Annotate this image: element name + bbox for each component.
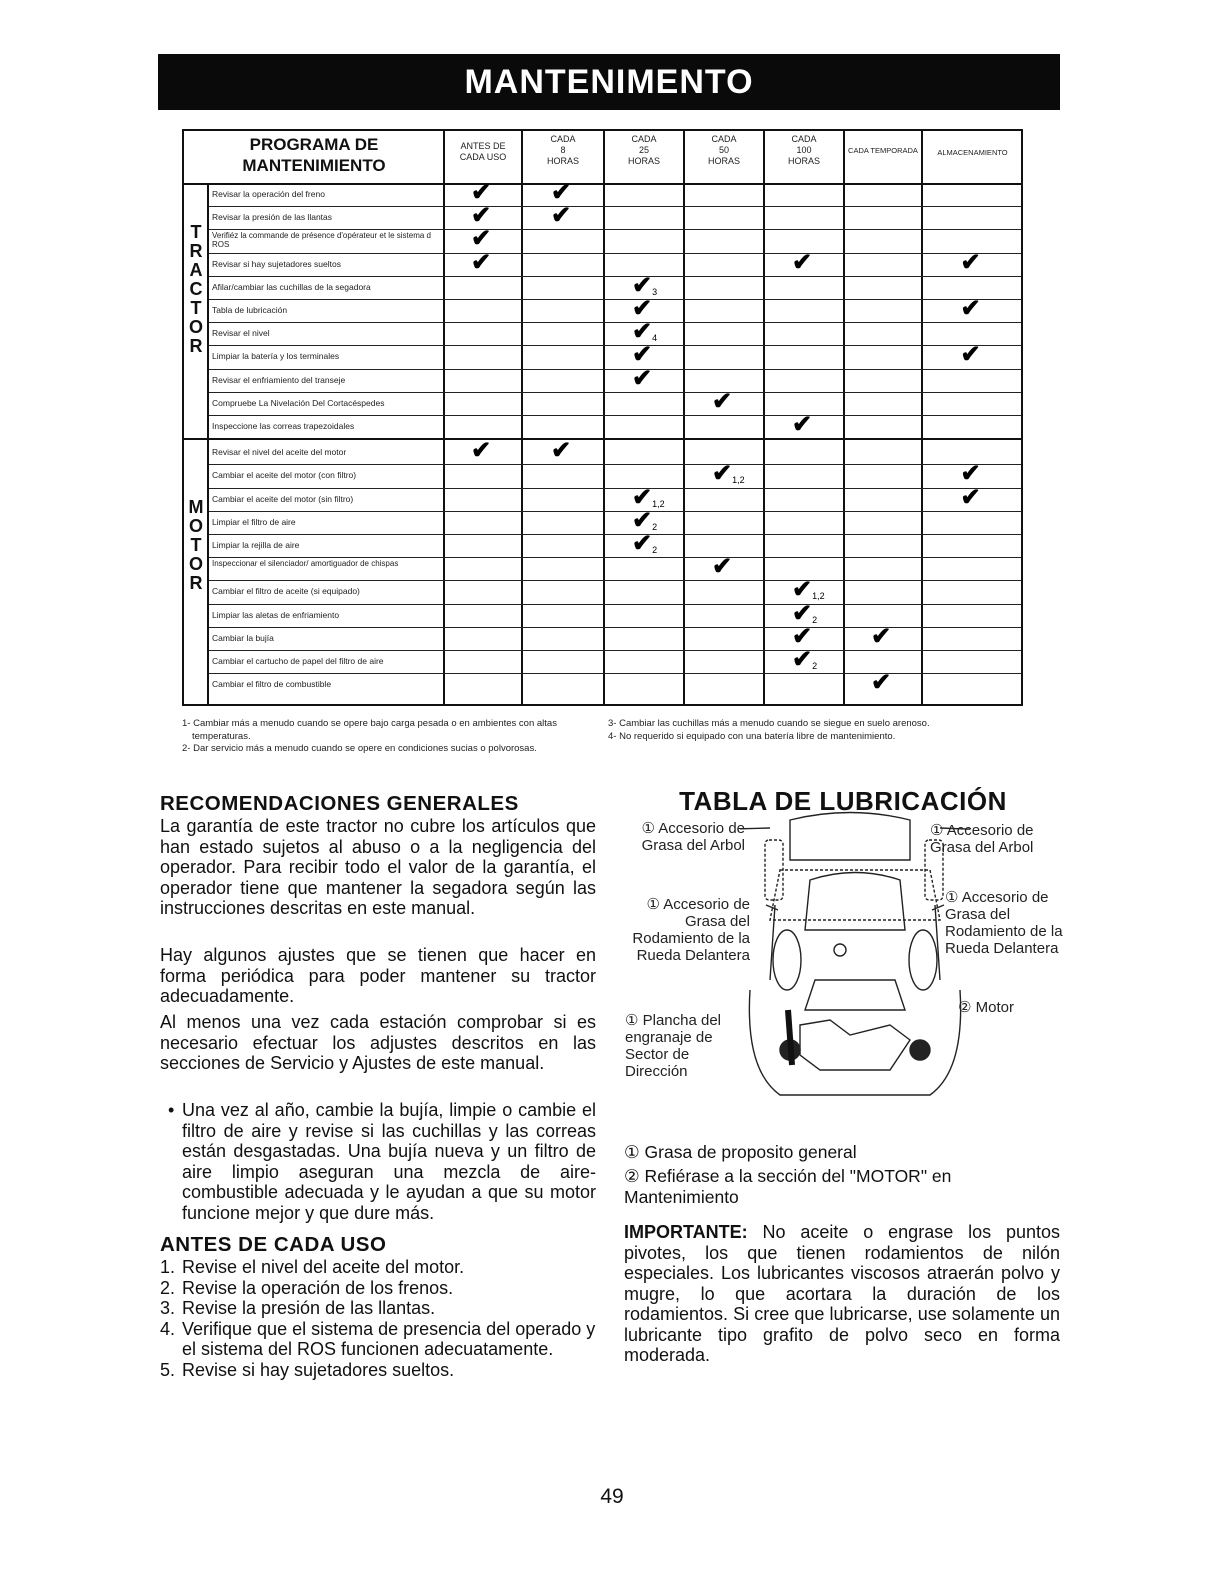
antes-item-text: Revise el nivel del aceite del motor. xyxy=(182,1257,465,1277)
row-divider xyxy=(209,345,1021,346)
motor-letter: O xyxy=(188,554,203,575)
column-header: CADA 25 HORAS xyxy=(627,134,660,166)
tractor-letter: O xyxy=(188,317,203,337)
antes-item-number: 3. xyxy=(160,1298,176,1318)
tractor-letter: A xyxy=(189,260,203,280)
antes-item xyxy=(160,1278,596,1299)
check-mark: ✔ xyxy=(632,295,653,322)
antes-item-number: 5. xyxy=(160,1359,176,1380)
section-split xyxy=(184,438,1021,440)
check-mark: ✔ xyxy=(712,553,733,581)
row-divider xyxy=(209,650,1021,651)
check-mark: $✔_3$ xyxy=(632,271,658,299)
schedule-row-label: Inspeccione las correas trapezoidales xyxy=(212,421,355,431)
schedule-row-label: Verifiéz la commande de présence d'opérateur et le sistema d ROS xyxy=(212,231,431,250)
column-divider xyxy=(603,131,605,704)
row-divider xyxy=(209,604,1021,605)
page-banner: MANTENIMENTO xyxy=(158,54,1060,110)
antes-item-text: Verifique que el sistema de presencia del operado y el sistema del ROS funcionen adecuatamente. xyxy=(182,1318,596,1359)
page-number: 49 xyxy=(600,1485,624,1508)
label-arbol-left xyxy=(625,820,755,854)
check-mark: ✔ xyxy=(712,387,733,415)
schedule-row-label: Revisar el nivel xyxy=(212,328,270,339)
schedule-title xyxy=(184,131,444,183)
schedule-row-label: Cambiar el filtro de combustible xyxy=(212,679,332,690)
importante-paragraph xyxy=(624,1222,1060,1366)
row-divider xyxy=(209,322,1021,323)
legend-1: ① Grasa de proposito general xyxy=(624,1142,857,1162)
antes-item-number: 2. xyxy=(160,1277,176,1298)
legend-2: ② Refiérase a la sección del "MOTOR" en Mantenimiento xyxy=(624,1166,952,1207)
row-divider xyxy=(209,415,1021,416)
row-divider xyxy=(209,369,1021,370)
center-fitting xyxy=(834,944,846,956)
check-mark: ✔ xyxy=(871,622,892,650)
recomendaciones-p2: Hay algunos ajustes que se tienen que hacer en forma periódica para poder mantener su tractor adecuadamente. xyxy=(160,945,596,1006)
schedule-row-label: Revisar el enfriamiento del transeje xyxy=(212,374,346,385)
antes-item-number: 1. xyxy=(160,1257,176,1277)
antes-item xyxy=(160,1319,596,1360)
check-mark: ✔ xyxy=(471,248,492,276)
antes-item-text: Revise la presión de las llantas. xyxy=(182,1298,436,1318)
column-header: CADA 50 HORAS xyxy=(707,134,740,166)
check-mark: ✔ xyxy=(960,295,981,322)
antes-item xyxy=(160,1298,596,1319)
header-divider xyxy=(184,183,1021,185)
schedule-row-label: Revisar la operación del freno xyxy=(212,189,325,199)
footnotes-left xyxy=(182,718,572,756)
column-header: CADA 8 HORAS xyxy=(546,134,579,166)
recomendaciones-p3: Al menos una vez cada estación comprobar si es necesario efectuar los adjustes descritos en las secciones de Servicio y Ajustes de este manual. xyxy=(160,1012,596,1073)
recomendaciones-p1: La garantía de este tractor no cubre los artículos que han estado sujetos al abuso o a la negligencia del operador. Para recibir todo el valor de la garantía, el operador tiene que mantener la segadora según las instrucciones descritas en este manual. xyxy=(160,816,596,918)
maintenance-schedule-table xyxy=(182,129,1023,706)
motor-section-label xyxy=(188,498,204,593)
tractor-letter: T xyxy=(190,222,202,242)
check-mark: ✔ xyxy=(471,437,492,465)
label-rodamiento-left-text: ① Accesorio de Grasa del Rodamiento de la Rueda Delantera xyxy=(632,896,750,964)
row-divider xyxy=(209,229,1021,230)
check-mark: ✔ xyxy=(632,364,653,392)
recomendaciones-bullet xyxy=(160,1100,596,1223)
tractor-letter: R xyxy=(189,336,203,356)
motor-letter: M xyxy=(188,497,204,518)
schedule-row-label: Revisar el nivel del aceite del motor xyxy=(212,447,347,458)
check-mark: ✔ xyxy=(551,179,572,206)
antes-item-text: Revise la operación de los frenos. xyxy=(182,1277,454,1298)
check-mark: ✔ xyxy=(551,202,572,230)
row-divider xyxy=(209,511,1021,512)
motor-letter: O xyxy=(188,516,203,537)
label-arbol-right xyxy=(930,822,1060,856)
label-rodamiento-right xyxy=(945,889,1065,957)
antes-item-number: 4. xyxy=(160,1318,176,1339)
footnote-4: 4- No requerido si equipado con una batería libre de mantenimiento. xyxy=(608,730,896,742)
check-mark: $✔_2$ xyxy=(792,599,818,627)
row-divider xyxy=(209,276,1021,277)
row-divider xyxy=(209,253,1021,254)
left-front-wheel xyxy=(773,930,801,990)
schedule-row-label: Compruebe La Nivelación Del Cortacéspedes xyxy=(212,397,385,408)
check-mark: ✔ xyxy=(960,248,981,276)
row-divider xyxy=(209,580,1021,581)
footnotes-right xyxy=(608,718,1028,743)
recomendaciones-heading: RECOMENDACIONES GENERALES xyxy=(160,792,519,815)
antes-item xyxy=(160,1360,596,1381)
bullet-dot: • xyxy=(168,1100,175,1120)
column-header: CADA 100 HORAS xyxy=(787,134,820,166)
check-mark: ✔ xyxy=(960,483,981,511)
label-arbol-left-text: ① Accesorio de Grasa del Arbol xyxy=(641,820,745,854)
schedule-row-label: Inspeccionar el silenciador/ amortiguador de chispas xyxy=(212,559,399,569)
tractor-letter: C xyxy=(189,279,203,299)
check-mark: ✔ xyxy=(632,341,653,369)
schedule-row-label: Limpiar las aletas de enfriamiento xyxy=(212,609,340,620)
hood-outline xyxy=(790,813,910,861)
tractor-section-label xyxy=(188,223,204,356)
right-rear-hub xyxy=(910,1040,930,1060)
row-divider xyxy=(209,488,1021,489)
importante-text: No aceite o engrase los puntos pivotes, los que tienen rodamientos de nilón especiales. Los lubricantes viscosos atraerán polvo y mugre, lo que acortara la duración de los rodamientos. Si cree que lubricarse, use solamente un lubricante tipo grafito de polvo seco en forma moderada. xyxy=(624,1222,1060,1365)
antes-item-text: Revise si hay sujetadores sueltos. xyxy=(182,1359,455,1380)
schedule-title-line2: MANTENIMIENTO xyxy=(242,156,386,175)
antes-list xyxy=(160,1257,596,1380)
column-header: ANTES DE CADA USO xyxy=(459,141,507,162)
schedule-row-label: Limpiar la rejilla de aire xyxy=(212,540,300,550)
check-mark: ✔ xyxy=(871,669,892,697)
check-mark: ✔ xyxy=(551,437,572,465)
label-arbol-right-text: ① Accesorio de Grasa del Arbol xyxy=(930,822,1034,856)
column-divider xyxy=(763,131,765,704)
schedule-row-label: Cambiar el cartucho de papel del filtro de aire xyxy=(212,656,384,666)
importante-label: IMPORTANTE: xyxy=(624,1222,748,1242)
row-divider xyxy=(209,673,1021,674)
row-divider xyxy=(209,206,1021,207)
check-mark: ✔ xyxy=(792,248,813,276)
check-mark: $✔_2$ xyxy=(792,646,818,673)
schedule-row-label: Revisar si hay sujetadores sueltos xyxy=(212,258,341,269)
schedule-row-label: Revisar la presión de las llantas xyxy=(212,212,333,223)
right-front-wheel xyxy=(909,930,937,990)
label-rodamiento-right-text: ① Accesorio de Grasa del Rodamiento de la Rueda Delantera xyxy=(945,889,1063,957)
schedule-row-label: Limpiar la batería y los terminales xyxy=(212,351,340,362)
column-divider xyxy=(521,131,523,704)
antes-heading: ANTES DE CADA USO xyxy=(160,1233,387,1256)
row-divider xyxy=(209,299,1021,300)
check-mark: ✔ xyxy=(960,460,981,488)
check-mark: $✔_{1,2}$ xyxy=(632,483,665,511)
column-header: ALMACENAMIENTO xyxy=(937,148,1008,157)
footnote-3: 3- Cambiar las cuchillas más a menudo cuando se siegue en suelo arenoso. xyxy=(608,718,930,729)
check-mark: $✔_{1,2}$ xyxy=(712,460,745,488)
column-divider xyxy=(683,131,685,704)
label-plancha-text: ① Plancha del engranaje de Sector de Dirección xyxy=(625,1012,722,1080)
schedule-row-label: Cambiar el aceite del motor (con filtro) xyxy=(212,470,357,481)
footnote-1: 1- Cambiar más a menudo cuando se opere bajo carga pesada o en ambientes con altas temperaturas. xyxy=(182,718,557,742)
check-mark: $✔_4$ xyxy=(632,318,658,346)
row-divider xyxy=(209,534,1021,535)
check-mark: $✔_2$ xyxy=(632,506,658,534)
schedule-row-label: Cambiar el filtro de aceite (si equipado) xyxy=(212,586,360,597)
check-mark: ✔ xyxy=(471,225,492,253)
schedule-row-label: Cambiar la bujía xyxy=(212,632,274,643)
check-mark: ✔ xyxy=(960,341,981,369)
check-mark: ✔ xyxy=(792,411,813,438)
check-mark: ✔ xyxy=(792,622,813,650)
schedule-title-line1: PROGRAMA DE xyxy=(249,135,379,154)
label-plancha xyxy=(625,1012,750,1080)
column-divider xyxy=(843,131,845,704)
row-divider xyxy=(209,557,1021,558)
motor-letter: R xyxy=(189,573,203,594)
label-rodamiento-left xyxy=(625,896,755,964)
check-mark: ✔ xyxy=(471,202,492,230)
lubricacion-heading: TABLA DE LUBRICACIÓN xyxy=(679,786,1007,816)
schedule-row-label: Limpiar el filtro de aire xyxy=(212,516,296,527)
schedule-row-label: Afilar/cambiar las cuchillas de la segadora xyxy=(212,281,371,292)
row-divider xyxy=(209,392,1021,393)
footnote-2: 2- Dar servicio más a menudo cuando se opere en condiciones sucias o polvorosas. xyxy=(182,743,537,754)
motor-letter: T xyxy=(190,535,202,556)
schedule-row-label: Tabla de lubricación xyxy=(212,305,288,315)
antes-item xyxy=(160,1257,596,1278)
check-mark: $✔_2$ xyxy=(632,530,658,557)
row-divider xyxy=(209,464,1021,465)
column-divider xyxy=(921,131,923,704)
bullet-text: Una vez al año, cambie la bujía, limpie o cambie el filtro de aire y revise si las cuchillas y las correas están desgastadas. Una bujía nueva y un filtro de aire limpio aseguran una mezcla de aire-combustible adecuada y le ayudan a que su motor funcione mejor y que dure más. xyxy=(182,1100,596,1223)
tractor-letter: R xyxy=(189,241,203,261)
tractor-letter: T xyxy=(190,298,202,318)
label-motor: ② Motor xyxy=(958,999,1014,1016)
row-divider xyxy=(209,627,1021,628)
column-header: CADA TEMPORADA xyxy=(848,146,918,155)
check-mark: $✔_{1,2}$ xyxy=(792,576,825,604)
schedule-row-label: Cambiar el aceite del motor (sin filtro) xyxy=(212,493,354,504)
check-mark: ✔ xyxy=(471,179,492,206)
